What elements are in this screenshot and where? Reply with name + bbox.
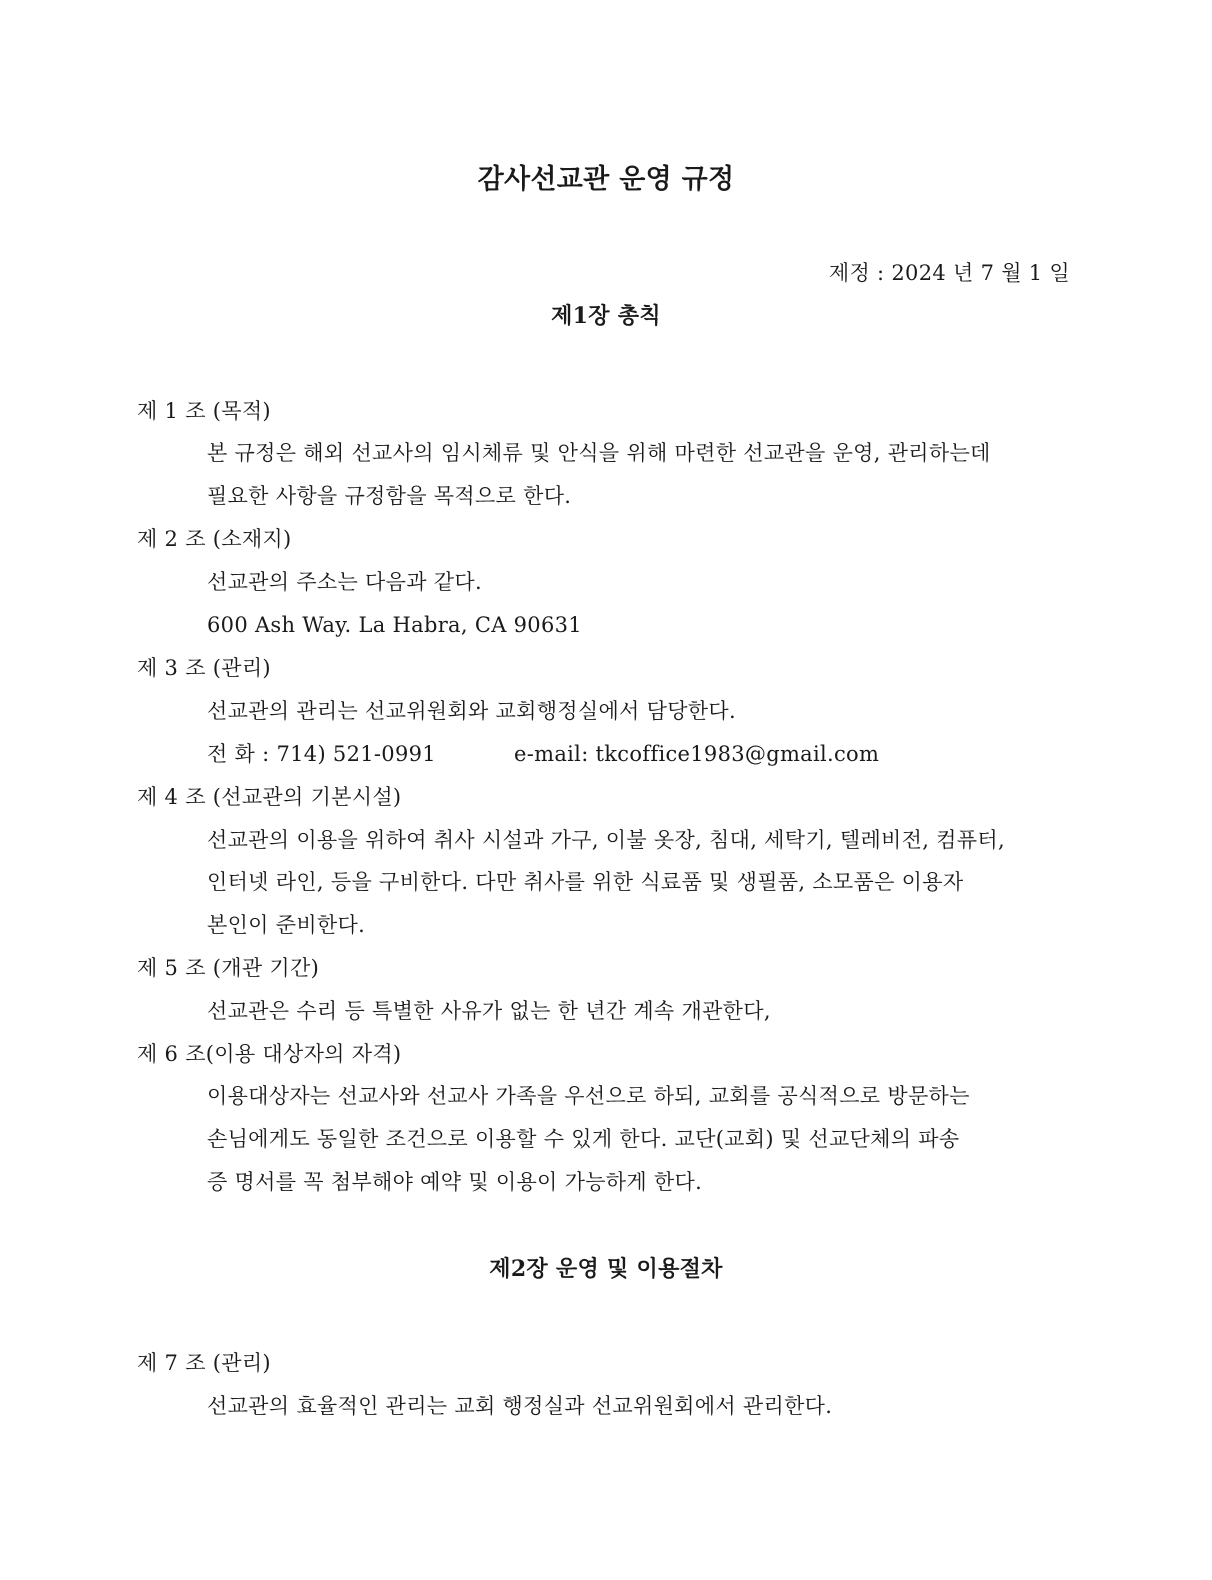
- article-text-line: 선교관의 관리는 선교위원회와 교회행정실에서 담당한다.: [207, 699, 736, 723]
- phone-number: 전 화 : 714) 521-0991: [207, 742, 436, 766]
- article-text-line: 선교관의 이용을 위하여 취사 시설과 가구, 이불 옷장, 침대, 세탁기, 텔레비전, 컴퓨터,: [207, 828, 1005, 852]
- article-text-line: 인터넷 라인, 등을 구비한다. 다만 취사를 위한 식료품 및 생필품, 소모품은 이용자: [207, 870, 964, 894]
- article-text-line: 본인이 준비한다.: [207, 913, 366, 937]
- article-text-line: 필요한 사항을 규정함을 목적으로 한다.: [207, 484, 572, 508]
- chapter-heading: 제2장 운영 및 이용절차: [489, 1256, 723, 1282]
- article-heading: 제 6 조(이용 대상자의 자격): [137, 1042, 402, 1066]
- article-text-line: 증 명서를 꼭 첨부해야 예약 및 이용이 가능하게 한다.: [207, 1170, 703, 1194]
- article-heading: 제 3 조 (관리): [137, 656, 271, 680]
- article-heading: 제 2 조 (소재지): [137, 527, 292, 551]
- enactment-date: 제정 : 2024 년 7 월 1 일: [828, 261, 1070, 285]
- article-heading: 제 5 조 (개관 기간): [137, 956, 320, 980]
- article-text-line: 선교관은 수리 등 특별한 사유가 없는 한 년간 계속 개관한다,: [207, 999, 771, 1023]
- email-address[interactable]: e-mail: tkcoffice1983@gmail.com: [514, 742, 880, 766]
- address-line: 600 Ash Way. La Habra, CA 90631: [207, 613, 582, 637]
- article-heading: 제 1 조 (목적): [137, 399, 271, 423]
- article-text-line: 손님에게도 동일한 조건으로 이용할 수 있게 한다. 교단(교회) 및 선교단체의 파송: [207, 1127, 960, 1151]
- article-heading: 제 7 조 (관리): [137, 1351, 271, 1375]
- document-title: 감사선교관 운영 규정: [477, 164, 735, 195]
- article-text-line: 선교관의 주소는 다음과 같다.: [207, 570, 482, 594]
- article-text-line: 본 규정은 해외 선교사의 임시체류 및 안식을 위해 마련한 선교관을 운영, 관리하는데: [207, 441, 991, 465]
- article-text-line: 선교관의 효율적인 관리는 교회 행정실과 선교위원회에서 관리한다.: [207, 1394, 833, 1418]
- chapter-heading: 제1장 총칙: [551, 303, 661, 329]
- article-heading: 제 4 조 (선교관의 기본시설): [137, 785, 402, 809]
- article-text-line: 이용대상자는 선교사와 선교사 가족을 우선으로 하되, 교회를 공식적으로 방문하는: [207, 1084, 970, 1108]
